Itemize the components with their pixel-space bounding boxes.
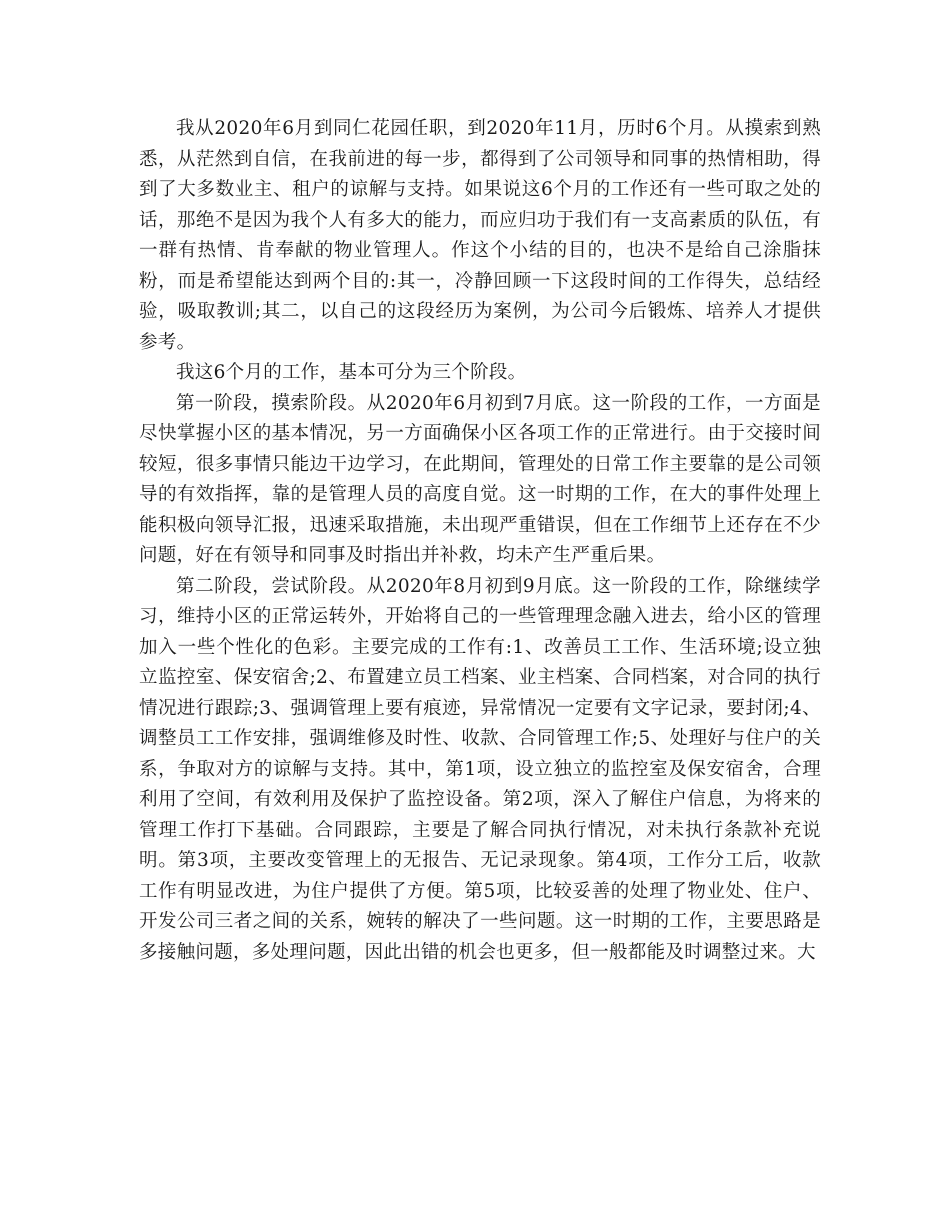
document-body [139, 114, 821, 968]
paragraph-stage-two: 第二阶段，尝试阶段。从2020年8月初到9月底。这一阶段的工作，除继续学习，维持小区的正常运转外，开始将自己的一些管理理念融入进去，给小区的管理加入一些个性化的色彩。主要完成的工作有:1、改善员工工作、生活环境;设立独立监控室、保安宿舍;2、布置建立员工档案、业主档案、合同档案，对合同的执行情况进行跟踪;3、强调管理上要有痕迹，异常情况一定要有文字记录，要封闭;4、调整员工工作安排，强调维修及时性、收款、合同管理工作;5、处理好与住户的关系，争取对方的谅解与支持。其中，第1项，设立独立的监控室及保安宿舍，合理利用了空间，有效利用及保护了监控设备。第2项，深入了解住户信息，为将来的管理工作打下基础。合同跟踪，主要是了解合同执行情况，对未执行条款补充说明。第3项，主要改变管理上的无报告、无记录现象。第4项，工作分工后，收款工作有明显改进，为住户提供了方便。第5项，比较妥善的处理了物业处、住户、开发公司三者之间的关系，婉转的解决了一些问题。这一时期的工作，主要思路是多接触问题，多处理问题，因此出错的机会也更多，但一般都能及时调整过来。大 [139, 575, 821, 963]
paragraph-overview: 我这6个月的工作，基本可分为三个阶段。 [176, 362, 527, 383]
paragraph-intro: 我从2020年6月到同仁花园任职，到2020年11月，历时6个月。从摸索到熟悉，从茫然到自信，在我前进的每一步，都得到了公司领导和同事的热情相助，得到了大多数业主、租户的谅解与支持。如果说这6个月的工作还有一些可取之处的话，那绝不是因为我个人有多大的能力，而应归功于我们有一支高素质的队伍，有一群有热情、肯奉献的物业管理人。作这个小结的目的，也决不是给自己涂脂抹粉，而是希望能达到两个目的:其一，冷静回顾一下这段时间的工作得失，总结经验，吸取教训;其二，以自己的这段经历为案例，为公司今后锻炼、培养人才提供参考。 [139, 118, 821, 353]
paragraph-stage-one: 第一阶段，摸索阶段。从2020年6月初到7月底。这一阶段的工作，一方面是尽快掌握小区的基本情况，另一方面确保小区各项工作的正常进行。由于交接时间较短，很多事情只能边干边学习，在此期间，管理处的日常工作主要靠的是公司领导的有效指挥，靠的是管理人员的高度自觉。这一时期的工作，在大的事件处理上能积极向领导汇报，迅速采取措施，未出现严重错误，但在工作细节上还存在不少问题，好在有领导和同事及时指出并补救，均未产生严重后果。 [139, 392, 821, 566]
